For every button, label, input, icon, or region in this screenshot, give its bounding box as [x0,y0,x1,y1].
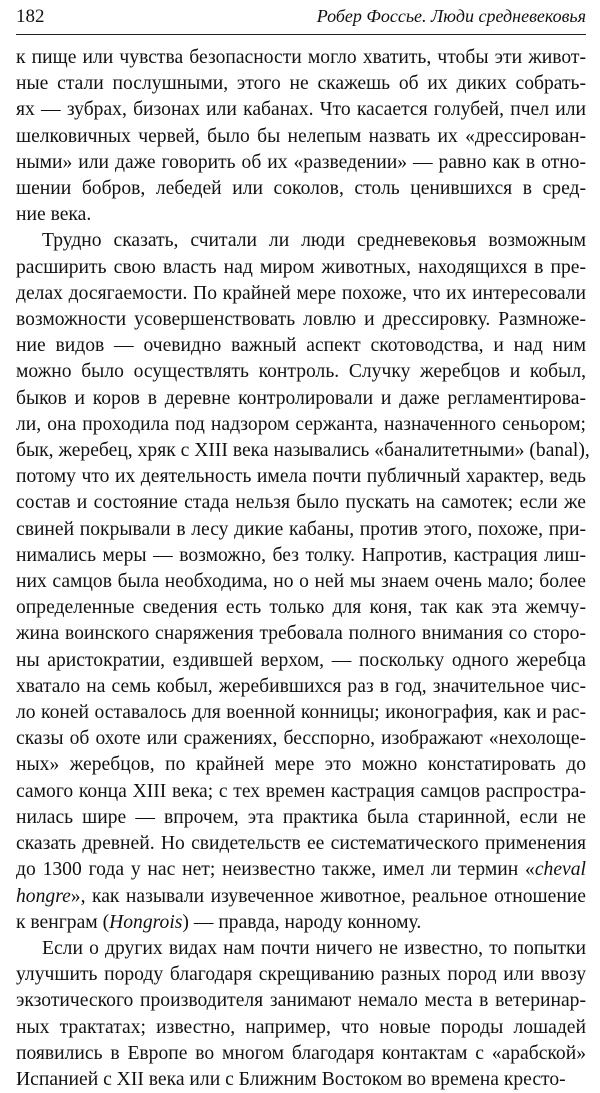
text-line: возможности усовершенствовать ловлю и дрессировку. Размноже- [16,309,586,331]
text-line: хватало на семь кобыл, жеребившихся раз в год, значительное чис- [16,675,586,697]
text-line: появились в Европе во многом благодаря контактам с «арабской» [16,1042,586,1064]
text-line: самого конца XIII века; с тех времен кастрация самцов распростра- [16,780,586,802]
text-line: сказы об охоте или сражениях, бесспорно, изображают «нехолоще- [16,728,586,750]
text-line: жина воинского снаряжения требовала полного внимания со сторо- [16,623,586,645]
running-header [16,0,586,35]
text-line: ными» или даже говорить об их «разведении» — равно как в отно- [16,151,586,173]
text-line: Если о других видах нам почти ничего не известно, то попытки [42,937,586,959]
text-line: шелковичных червей, было бы нелепым назвать их «дрессирован- [16,125,586,147]
text-line: улучшить породу благодаря скрещиванию разных пород или ввозу [16,964,586,986]
paragraph [16,45,586,228]
running-title: Робер Фоссье. Люди средневековья [316,6,586,26]
text-line: состав и состояние стада нельзя было пускать на самотек; если же [16,492,586,514]
text-line: к венграм (Hongrois) — правда, народу конному. [16,911,422,933]
book-page [16,0,590,1093]
text-line: hongre», как называли изувеченное животное, реальное отношение [16,885,586,907]
text-line: ло коней оставалось для военной конницы; иконография, как и рас- [16,702,586,724]
text-line: шении бобров, лебедей или соколов, столь ценившихся в сред- [16,178,586,200]
text-line: нилась шире — впрочем, эта практика была старинной, если не [16,806,586,828]
text-line: них самцов была необходима, но о ней мы знаем очень мало; более [16,571,586,593]
text-line: делах досягаемости. По крайней мере похоже, что их интересовали [16,282,586,304]
paragraph [16,936,586,1093]
text-line: сказать древней. Но свидетельств ее систематического применения [16,833,586,855]
text-line: ли, она проходила под надзором сержанта, назначенного сеньором; [16,413,586,435]
text-line: расширить свою власть над миром животных, находящихся в пре- [16,256,586,278]
text-line: нимались меры — возможно, без толку. Напротив, кастрация лиш- [16,544,586,566]
text-line: потому что их деятельность имела почти публичный характер, ведь [16,466,586,488]
text-line: Испанией с XII века или с Ближним Востоком во времена кресто- [16,1068,566,1090]
text-line: быков и коров в деревне контролировали и даже регламентирова- [16,387,586,409]
text-line: ны аристократии, ездившей верхом, — поскольку одного жеребца [16,649,586,671]
page-number: 182 [16,6,45,27]
paragraph [16,228,590,935]
text-line: экзотического производителя занимают немало места в ветеринар- [16,990,586,1012]
text-line: до 1300 года у нас нет; неизвестно также, имел ли термин «cheval [16,859,586,881]
text-line: Трудно сказать, считали ли люди средневековья возможным [42,230,586,252]
text-line: ных трактатах; известно, например, что новые породы лошадей [16,1016,586,1038]
text-line: ях — зубрах, бизонах или кабанах. Что касается голубей, пчел или [16,99,586,121]
text-line: ные стали послушными, этого не скажешь об их диких собрать- [16,73,586,95]
text-line: ных» жеребцов, по крайней мере это можно констатировать до [16,754,586,776]
text-line: можно было осуществлять контроль. Случку жеребцов и кобыл, [16,361,586,383]
body-text [16,45,590,1093]
text-line: бык, жеребец, хряк с XIII века назывались «баналитетными» (banal), [16,440,590,462]
text-line: ние видов — очевидно важный аспект скотоводства, и над ним [16,335,586,357]
text-line: свиней покрывали в лесу дикие кабаны, против этого, похоже, при- [16,518,586,540]
text-line: к пище или чувства безопасности могло хватить, чтобы эти живот- [16,47,586,68]
text-line: определенные сведения есть только для коня, так как эта жемчу- [16,597,586,619]
text-line: ние века. [16,204,92,226]
